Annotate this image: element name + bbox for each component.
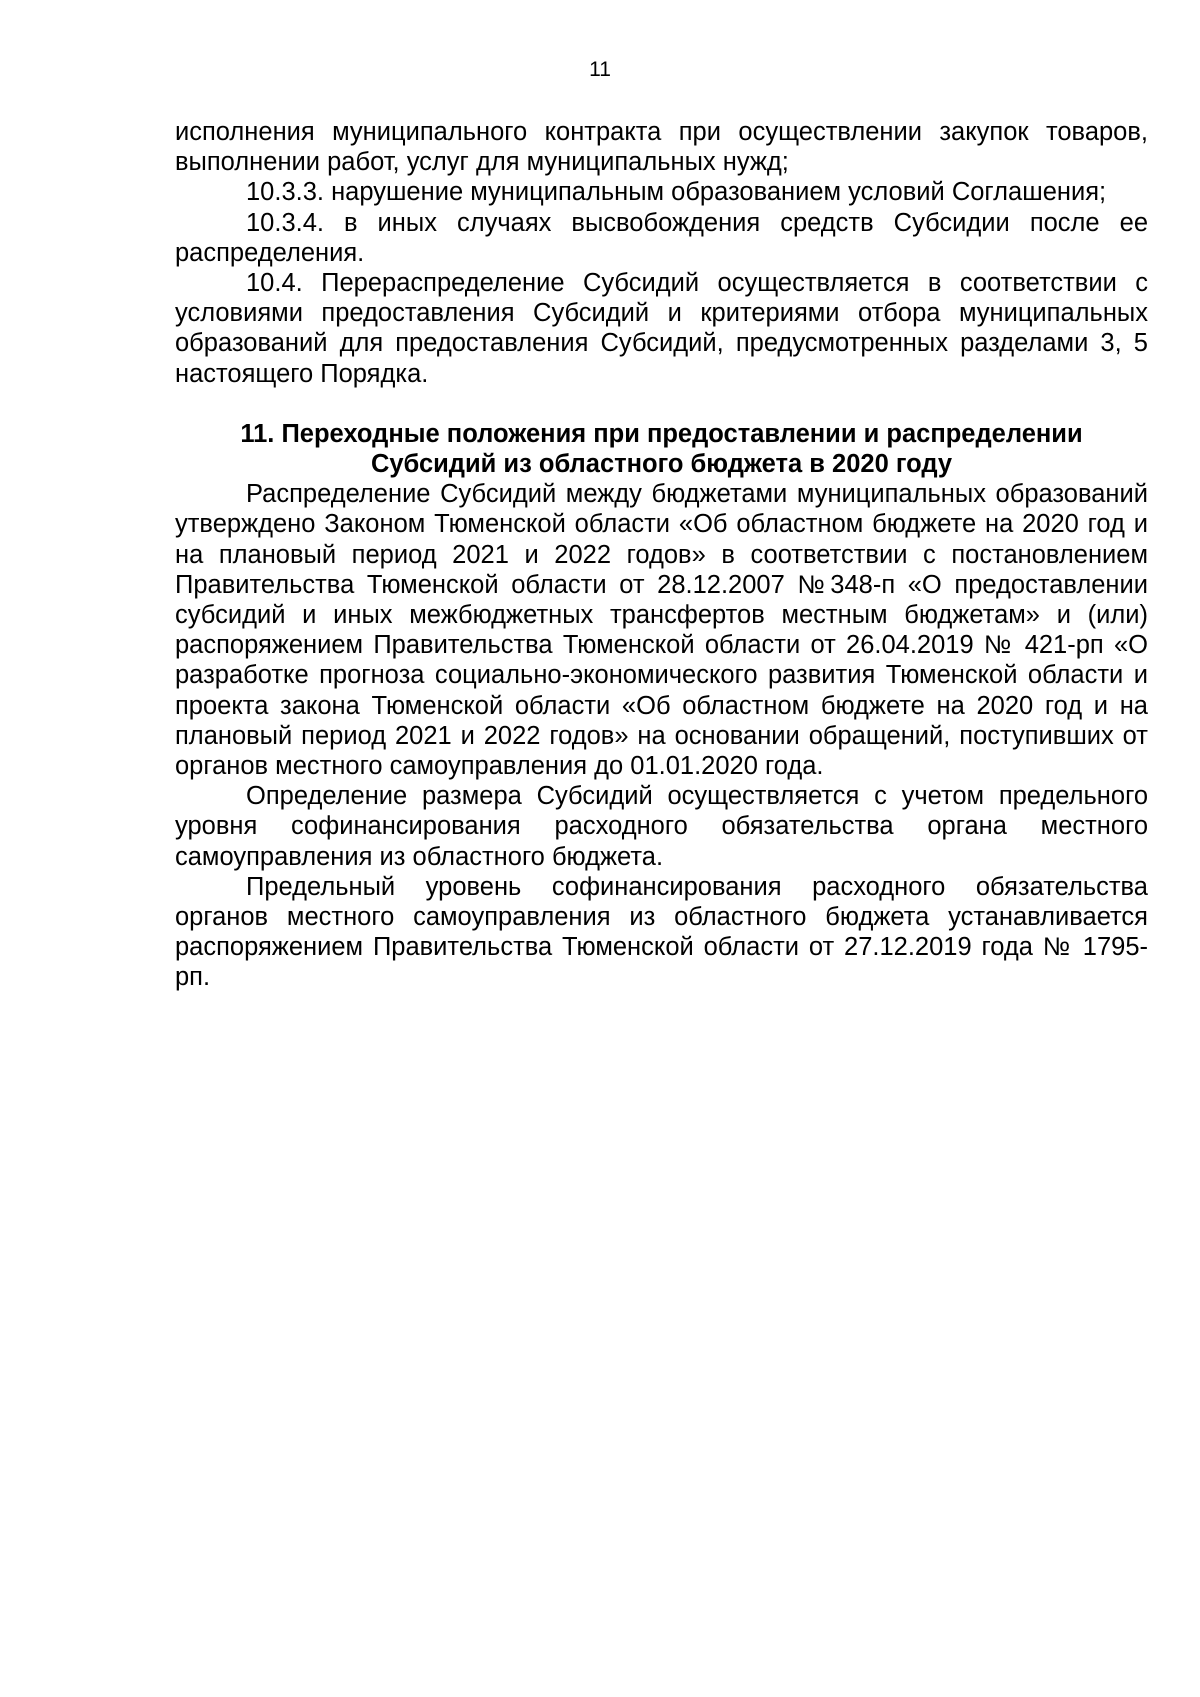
- paragraph-10-4: 10.4. Перераспределение Субсидий осуществляется в соответствии с условиями предоставления Субсидий и критериями отбора муниципальных образований для предоставления Субсидий, предусмотренных разделами 3, 5 настоящего Порядка.: [175, 269, 1148, 388]
- section-11-heading: [175, 419, 1148, 479]
- document-body: [175, 117, 1148, 993]
- paragraph-11-cofinancing-level: Предельный уровень софинансирования расходного обязательства органов местного самоуправления из областного бюджета устанавливается распоряжением Правительства Тюменской области от 27.12.2019 года № 1795-рп.: [175, 872, 1148, 992]
- section-11-heading-line-1: 11. Переходные положения при предоставлении и распределении: [240, 419, 1083, 448]
- paragraph-10-3-3: 10.3.3. нарушение муниципальным образованием условий Соглашения;: [246, 178, 1107, 207]
- paragraph-11-size-determination: Определение размера Субсидий осуществляется с учетом предельного уровня софинансирования расходного обязательства органа местного самоуправления из областного бюджета.: [175, 782, 1148, 871]
- section-11-heading-line-2: Субсидий из областного бюджета в 2020 году: [370, 450, 953, 479]
- paragraph-continuation: исполнения муниципального контракта при осуществлении закупок товаров, выполнении работ, услуг для муниципальных нужд;: [175, 118, 1148, 177]
- page-number: 11: [589, 58, 611, 81]
- paragraph-11-distribution: Распределение Субсидий между бюджетами муниципальных образований утверждено Законом Тюменской области «Об областном бюджете на 2020 год и на плановый период 2021 и 2022 годов» в соответствии с постановлением Правительства Тюменской области от 28.12.2007 №348-п «О предоставлении субсидий и иных межбюджетных трансфертов местным бюджетам» и (или) распоряжением Правительства Тюменской области от 26.04.2019 № 421-рп «О разработке прогноза социально-экономического развития Тюменской области и проекта закона Тюменской области «Об областном бюджете на 2020 год и на плановый период 2021 и 2022 годов» на основании обращений, поступивших от органов местного самоуправления до 01.01.2020 года.: [175, 480, 1148, 781]
- paragraph-10-3-4: 10.3.4. в иных случаях высвобождения средств Субсидии после ее распределения.: [175, 208, 1148, 267]
